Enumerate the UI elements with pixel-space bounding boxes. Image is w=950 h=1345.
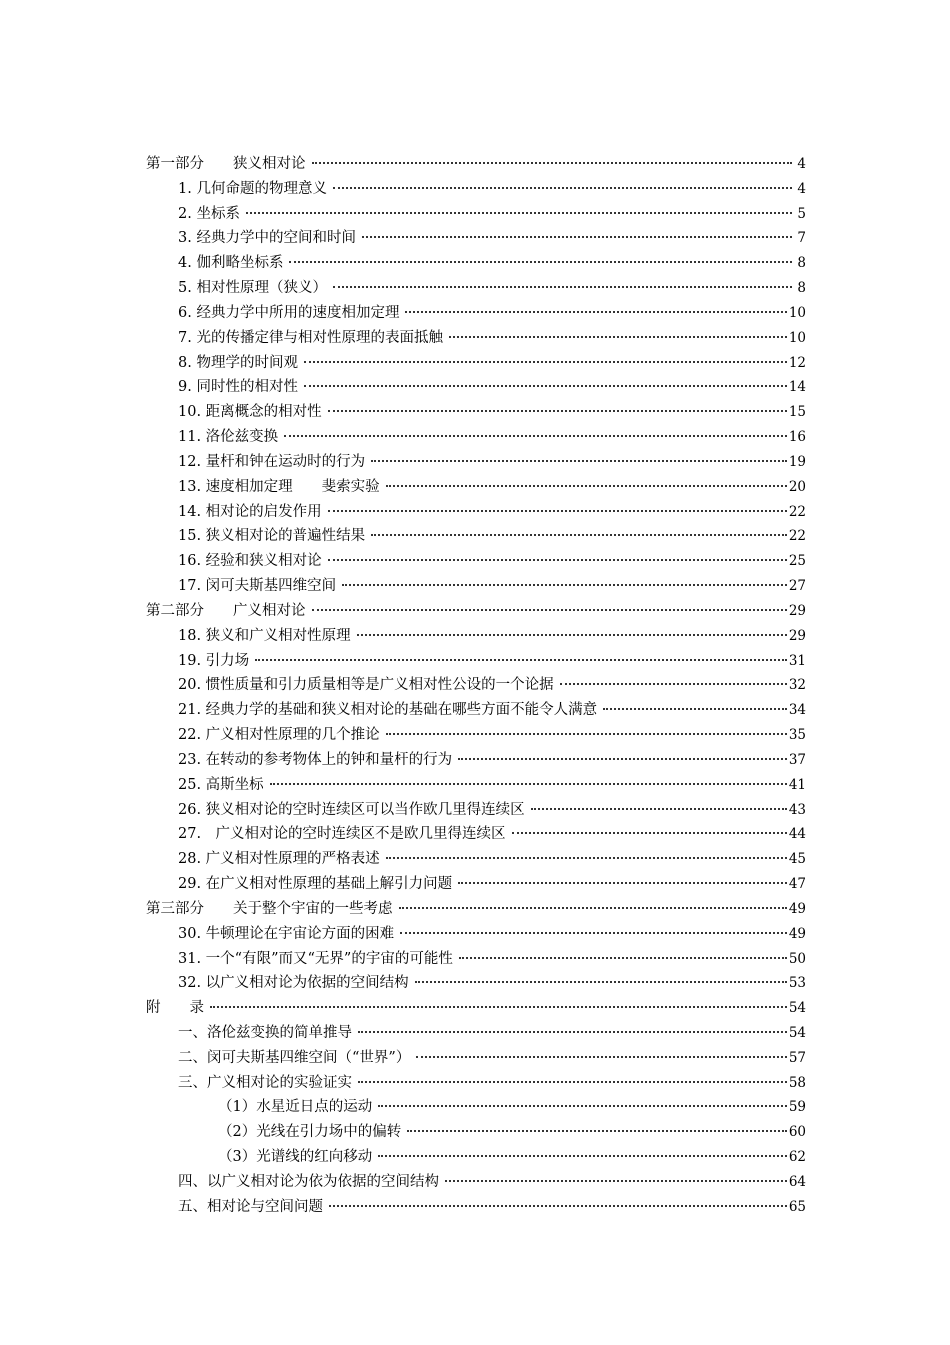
dot-leader [333, 285, 792, 288]
dot-leader [329, 1204, 787, 1207]
dot-leader [328, 558, 787, 561]
toc-page-number: 59 [788, 1099, 806, 1116]
toc-entry[interactable] [146, 1071, 806, 1096]
dot-leader [333, 186, 792, 189]
toc-page-number: 49 [788, 925, 806, 942]
toc-entry-title: 23. 在转动的参考物体上的钟和量杆的行为 [178, 751, 453, 768]
toc-page-number: 47 [788, 876, 806, 893]
toc-entry-title: 28. 广义相对性原理的严格表述 [178, 851, 380, 868]
toc-page-number: 29 [788, 602, 806, 619]
toc-entry-title: 一、洛伦兹变换的简单推导 [178, 1024, 352, 1041]
dot-leader [386, 856, 787, 859]
toc-entry-title: 18. 狭义和广义相对性原理 [178, 627, 351, 644]
toc-entry-title: 31. 一个“有限”而又“无界”的宇宙的可能性 [178, 950, 453, 967]
toc-page-number: 20 [788, 478, 806, 495]
toc-subsection-entry[interactable] [146, 1120, 806, 1145]
toc-part-heading[interactable] [146, 996, 806, 1021]
toc-entry-title: 三、广义相对论的实验证实 [178, 1074, 352, 1091]
toc-subsection-entry[interactable] [146, 1095, 806, 1120]
toc-page-number: 8 [797, 280, 806, 297]
dot-leader [603, 707, 787, 710]
dot-leader [399, 906, 787, 909]
toc-entry-title: 1. 几何命题的物理意义 [178, 180, 327, 197]
dot-leader [416, 1055, 786, 1058]
toc-entry[interactable] [146, 475, 806, 500]
toc-entry-title: 22. 广义相对性原理的几个推论 [178, 727, 380, 744]
toc-page-number: 31 [788, 652, 806, 669]
toc-entry-title: 10. 距离概念的相对性 [178, 404, 322, 421]
toc-entry-title: 6. 经典力学中所用的速度相加定理 [178, 304, 400, 321]
toc-part-heading[interactable] [146, 599, 806, 624]
toc-page-number: 25 [788, 553, 806, 570]
toc-entry[interactable] [146, 549, 806, 574]
toc-entry[interactable] [146, 226, 806, 251]
toc-entry[interactable] [146, 500, 806, 525]
toc-entry-title: 附 录 [146, 1000, 204, 1017]
toc-entry-title: 8. 物理学的时间观 [178, 354, 298, 371]
toc-entry[interactable] [146, 1021, 806, 1046]
toc-entry-title: 20. 惯性质量和引力质量相等是广义相对性公设的一个论据 [178, 677, 554, 694]
dot-leader [312, 161, 793, 164]
toc-page-number: 4 [797, 156, 806, 172]
dot-leader [449, 335, 787, 338]
toc-entry-title: 13. 速度相加定理 斐索实验 [178, 478, 380, 495]
toc-page-number: 44 [788, 826, 806, 843]
dot-leader [531, 807, 787, 810]
toc-page-number: 58 [788, 1074, 806, 1091]
dot-leader [407, 1129, 787, 1132]
toc-page-number: 65 [788, 1198, 806, 1215]
toc-page-number: 12 [788, 354, 806, 371]
toc-entry-title: 11. 洛伦兹变换 [178, 429, 279, 446]
toc-entry[interactable] [146, 574, 806, 599]
toc-entry[interactable] [146, 947, 806, 972]
dot-leader [284, 434, 787, 437]
toc-entry[interactable] [146, 922, 806, 947]
toc-entry[interactable] [146, 798, 806, 823]
toc-page-number: 10 [788, 304, 806, 321]
toc-entry-title: 第三部分 关于整个宇宙的一些考虑 [146, 900, 393, 917]
toc-entry[interactable] [146, 773, 806, 798]
toc-page-number: 7 [797, 230, 806, 247]
toc-page-number: 57 [788, 1049, 806, 1066]
toc-page-number: 62 [788, 1149, 806, 1166]
toc-entry[interactable] [146, 872, 806, 897]
toc-entry-title: 第二部分 广义相对论 [146, 602, 306, 619]
toc-entry[interactable] [146, 425, 806, 450]
dot-leader [512, 831, 787, 834]
dot-leader [328, 409, 787, 412]
toc-page-number: 64 [788, 1173, 806, 1190]
toc-page-number: 37 [788, 751, 806, 768]
toc-page-number: 10 [788, 329, 806, 346]
toc-page-number: 32 [788, 677, 806, 694]
dot-leader [371, 459, 787, 462]
toc-page-number: 15 [788, 404, 806, 421]
toc-entry[interactable] [146, 202, 806, 227]
toc-entry[interactable] [146, 400, 806, 425]
dot-leader [304, 360, 787, 363]
toc-page-number: 5 [797, 205, 806, 222]
toc-page-number: 54 [788, 1000, 806, 1017]
toc-entry-title: 五、相对论与空间问题 [178, 1198, 323, 1215]
toc-page-number: 53 [788, 975, 806, 992]
toc-entry-title: 19. 引力场 [178, 652, 250, 669]
toc-entry[interactable] [146, 177, 806, 202]
toc-subsection-entry[interactable] [146, 1145, 806, 1170]
toc-entry-title: 14. 相对论的启发作用 [178, 503, 322, 520]
dot-leader [289, 260, 792, 263]
toc-page-number: 14 [788, 379, 806, 396]
dot-leader [246, 211, 792, 214]
toc-part-heading[interactable] [146, 152, 806, 177]
toc-page-number: 35 [788, 727, 806, 744]
toc-entry-title: 四、以广义相对论为依为依据的空间结构 [178, 1173, 439, 1190]
toc-entry-title: 第一部分 狭义相对论 [146, 156, 306, 172]
dot-leader [458, 881, 787, 884]
toc-page-number: 22 [788, 503, 806, 520]
toc-entry-title: 29. 在广义相对性原理的基础上解引力问题 [178, 876, 453, 893]
toc-entry-title: （3）光谱线的红向移动 [218, 1149, 373, 1166]
toc-page-number: 43 [788, 801, 806, 818]
table-of-contents [146, 152, 806, 1220]
dot-leader [459, 956, 787, 959]
toc-entry-title: 21. 经典力学的基础和狭义相对论的基础在哪些方面不能令人满意 [178, 702, 598, 719]
toc-entry[interactable] [146, 351, 806, 376]
toc-entry-title: 2. 坐标系 [178, 205, 240, 222]
toc-entry-title: 27. 广义相对论的空时连续区不是欧几里得连续区 [178, 826, 506, 843]
toc-page-number: 22 [788, 528, 806, 545]
toc-entry-title: 12. 量杆和钟在运动时的行为 [178, 453, 366, 470]
toc-entry[interactable] [146, 326, 806, 351]
toc-entry[interactable] [146, 276, 806, 301]
dot-leader [210, 1005, 787, 1008]
toc-entry[interactable] [146, 301, 806, 326]
toc-entry-title: 15. 狭义相对论的普遍性结果 [178, 528, 366, 545]
toc-page-number: 60 [788, 1124, 806, 1141]
toc-entry[interactable] [146, 624, 806, 649]
toc-page-number: 41 [788, 776, 806, 793]
toc-entry[interactable] [146, 649, 806, 674]
toc-entry-title: （2）光线在引力场中的偏转 [218, 1124, 402, 1141]
toc-page-number: 16 [788, 429, 806, 446]
toc-entry[interactable] [146, 847, 806, 872]
toc-entry-title: 5. 相对性原理（狭义） [178, 280, 327, 297]
toc-entry[interactable] [146, 1046, 806, 1071]
dot-leader [445, 1179, 787, 1182]
toc-entry[interactable] [146, 698, 806, 723]
toc-entry[interactable] [146, 822, 806, 847]
toc-entry[interactable] [146, 251, 806, 276]
dot-leader [312, 608, 787, 611]
toc-entry[interactable] [146, 450, 806, 475]
toc-page-number: 27 [788, 578, 806, 595]
toc-entry[interactable] [146, 748, 806, 773]
toc-page-number: 4 [797, 180, 806, 197]
dot-leader [358, 1080, 787, 1083]
dot-leader [378, 1154, 787, 1157]
toc-page-number: 50 [788, 950, 806, 967]
toc-entry-title: 17. 闵可夫斯基四维空间 [178, 578, 337, 595]
toc-page-number: 8 [797, 255, 806, 272]
toc-entry-title: 32. 以广义相对论为依据的空间结构 [178, 975, 409, 992]
toc-entry-title: 16. 经验和狭义相对论 [178, 553, 322, 570]
toc-page-number: 19 [788, 453, 806, 470]
dot-leader [255, 658, 787, 661]
dot-leader [362, 235, 792, 238]
toc-entry-title: 3. 经典力学中的空间和时间 [178, 230, 356, 247]
dot-leader [458, 757, 787, 760]
dot-leader [378, 1104, 787, 1107]
toc-entry[interactable] [146, 1170, 806, 1195]
dot-leader [342, 583, 787, 586]
toc-entry-title: （1）水星近日点的运动 [218, 1099, 373, 1116]
dot-leader [386, 484, 787, 487]
dot-leader [358, 1030, 787, 1033]
toc-page-number: 49 [788, 900, 806, 917]
dot-leader [405, 310, 786, 313]
toc-page-number: 54 [788, 1024, 806, 1041]
dot-leader [328, 509, 787, 512]
dot-leader [270, 782, 787, 785]
dot-leader [371, 533, 787, 536]
dot-leader [304, 384, 787, 387]
toc-entry[interactable] [146, 375, 806, 400]
dot-leader [400, 931, 787, 934]
dot-leader [560, 682, 787, 685]
toc-page-number: 34 [788, 702, 806, 719]
toc-entry-title: 二、闵可夫斯基四维空间（“世界”） [178, 1049, 411, 1066]
toc-entry-title: 7. 光的传播定律与相对性原理的表面抵触 [178, 329, 443, 346]
dot-leader [386, 732, 787, 735]
toc-entry[interactable] [146, 1195, 806, 1220]
toc-page-number: 45 [788, 851, 806, 868]
toc-entry[interactable] [146, 524, 806, 549]
toc-entry-title: 26. 狭义相对论的空时连续区可以当作欧几里得连续区 [178, 801, 525, 818]
toc-entry[interactable] [146, 723, 806, 748]
dot-leader [415, 980, 787, 983]
toc-entry[interactable] [146, 673, 806, 698]
toc-entry-title: 4. 伽利略坐标系 [178, 255, 284, 272]
toc-entry-title: 30. 牛顿理论在宇宙论方面的困难 [178, 925, 395, 942]
toc-part-heading[interactable] [146, 897, 806, 922]
toc-entry-title: 9. 同时性的相对性 [178, 379, 298, 396]
toc-entry-title: 25. 高斯坐标 [178, 776, 264, 793]
toc-entry[interactable] [146, 971, 806, 996]
toc-page-number: 29 [788, 627, 806, 644]
dot-leader [357, 633, 787, 636]
